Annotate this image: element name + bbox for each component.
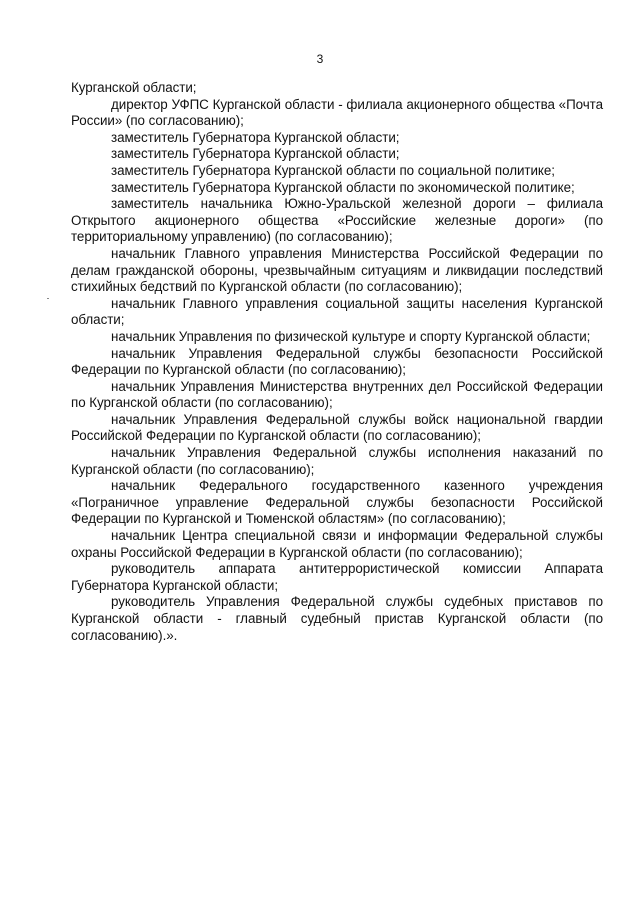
paragraph: руководитель аппарата антитеррористической комиссии Аппарата Губернатора Курганской области; (71, 561, 603, 593)
paragraph: заместитель начальника Южно-Уральской железной дороги – филиала Открытого акционерного общества «Российские железные дороги» (по территориальному управлению) (по согласованию); (71, 196, 603, 245)
paragraph: руководитель Управления Федеральной службы судебных приставов по Курганской области - главный судебный пристав Курганской области (по согласованию).». (71, 594, 603, 643)
paragraph: начальник Федерального государственного казенного учреждения «Пограничное управление Федеральной службы безопасности Российской Федерации по Курганской и Тюменской областям» (по согласованию); (71, 478, 603, 527)
paragraph: начальник Главного управления Министерства Российской Федерации по делам гражданской обороны, чрезвычайным ситуациям и ликвидации последствий стихийных бедствий по Курганской области (по согласованию); (71, 245, 603, 295)
paragraph: начальник Управления Федеральной службы безопасности Российской Федерации по Курганской области (по согласованию); (71, 345, 603, 378)
paragraph: начальник Главного управления социальной защиты населения Курганской области; (71, 295, 603, 328)
paragraph: заместитель Губернатора Курганской области по экономической политике; (111, 179, 575, 195)
paragraph: директор УФПС Курганской области - филиала акционерного общества «Почта России» (по согласованию); (71, 96, 603, 129)
paragraph: заместитель Губернатора Курганской области; (111, 129, 400, 145)
paragraph: начальник Управления Министерства внутренних дел Российской Федерации по Курганской области (по согласованию); (71, 378, 603, 411)
paragraph: начальник Управления по физической культуре и спорту Курганской области; (111, 328, 591, 344)
paragraph: начальник Управления Федеральной службы войск национальной гвардии Российской Федерации по Курганской области (по согласованию); (71, 411, 603, 444)
scan-mark (47, 298, 49, 299)
paragraph: начальник Центра специальной связи и информации Федеральной службы охраны Российской Федерации в Курганской области (по согласованию); (71, 528, 603, 560)
paragraph: начальник Управления Федеральной службы исполнения наказаний по Курганской области (по согласованию); (71, 445, 603, 477)
paragraph: заместитель Губернатора Курганской области по социальной политике; (111, 162, 555, 178)
page-number: 3 (316, 52, 324, 66)
paragraph: Курганской области; (71, 80, 197, 95)
document-body (71, 80, 603, 644)
paragraph: заместитель Губернатора Курганской области; (111, 146, 400, 162)
